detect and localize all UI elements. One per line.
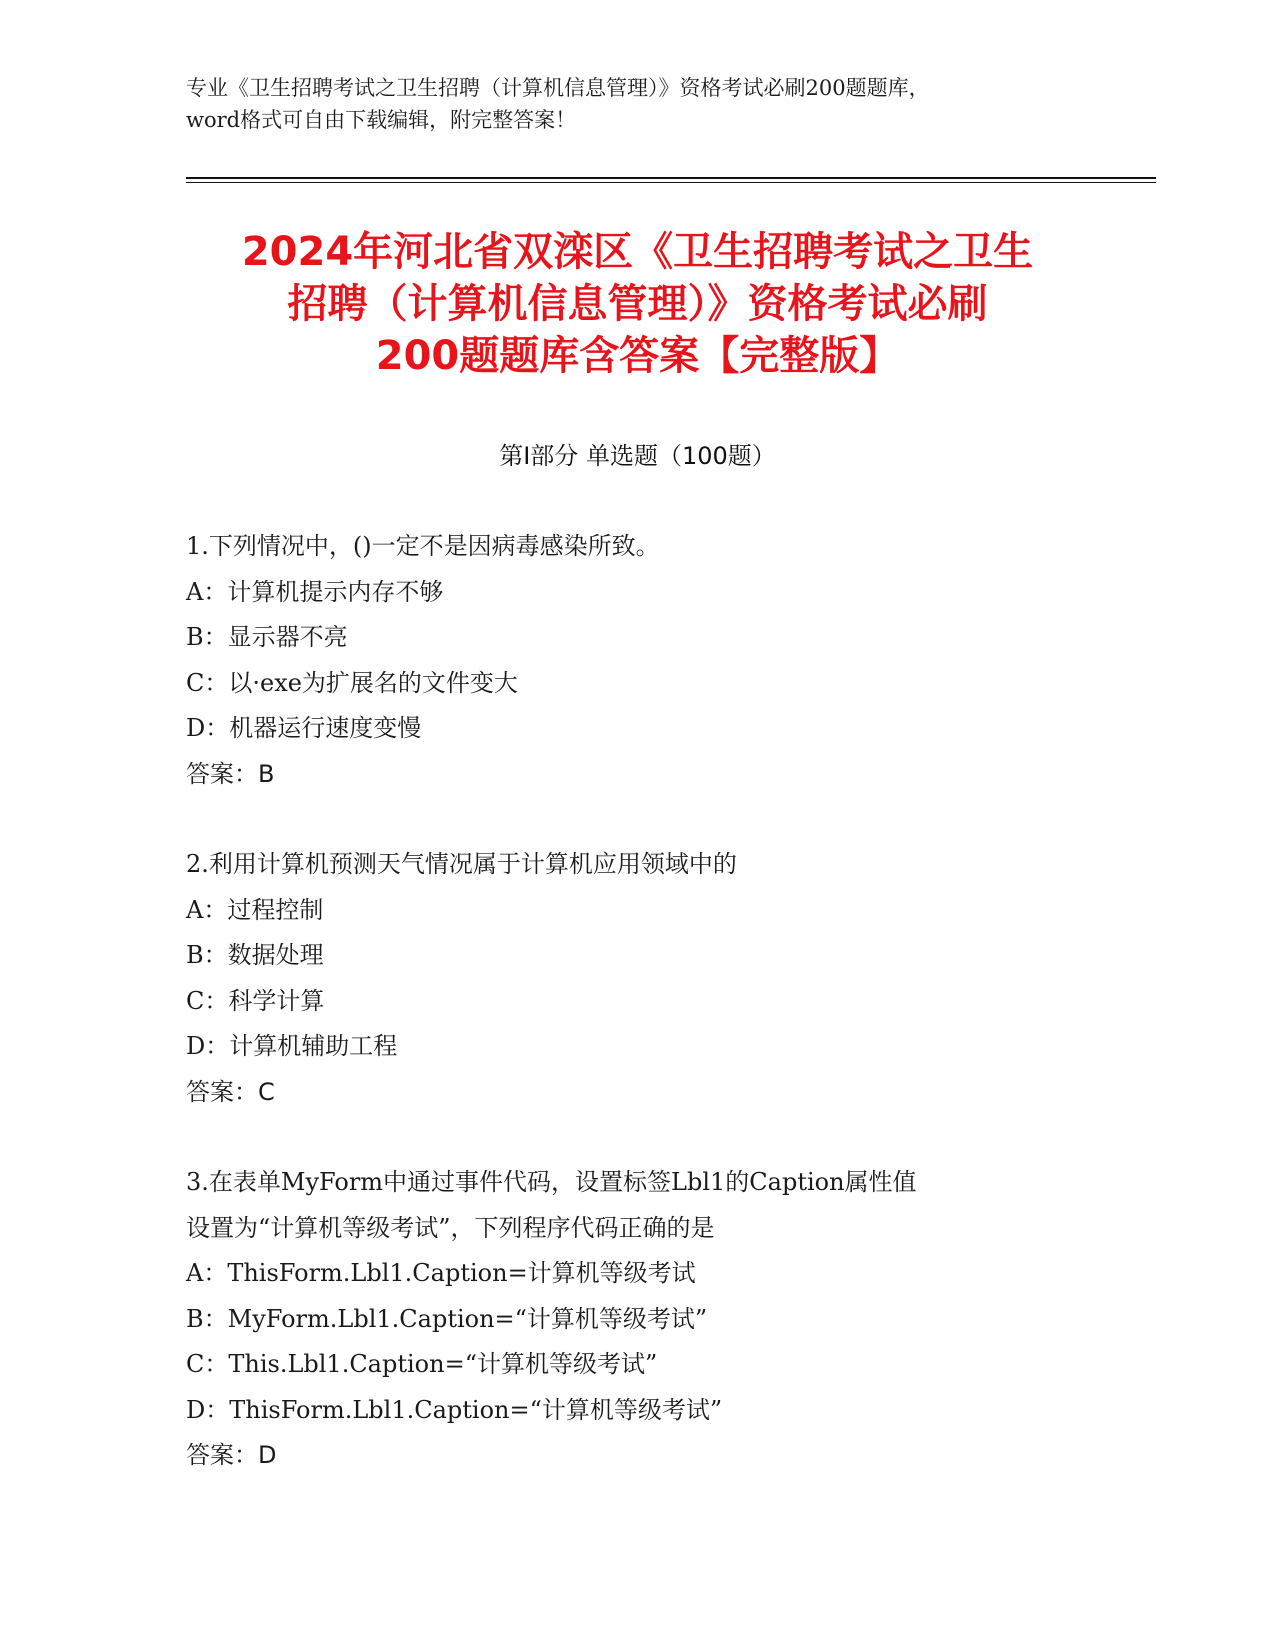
answer-line: 答案：C [186, 1077, 275, 1106]
title-line: 2024年河北省双滦区《卫生招聘考试之卫生 [241, 229, 1034, 275]
header-note [186, 72, 1106, 136]
section-heading: 第Ⅰ部分 单选题（100题） [499, 442, 776, 470]
question-stem-continued: 设置为“计算机等级考试”，下列程序代码正确的是 [186, 1213, 715, 1242]
option-c: C：科学计算 [186, 986, 325, 1015]
option-b: B：显示器不亮 [186, 623, 348, 651]
option-d: D：ThisForm.Lbl1.Caption=“计算机等级考试” [186, 1395, 723, 1424]
header-divider-thin [186, 182, 1156, 183]
option-a: A：ThisForm.Lbl1.Caption=计算机等级考试 [186, 1259, 696, 1287]
question-stem: 3.在表单MyForm中通过事件代码，设置标签Lbl1的Caption属性值 [186, 1168, 917, 1196]
option-d: D：计算机辅助工程 [186, 1032, 398, 1060]
question-2 [186, 842, 1126, 1115]
option-a: A：计算机提示内存不够 [186, 577, 444, 606]
header-note-line: 专业《卫生招聘考试之卫生招聘（计算机信息管理）》资格考试必刷200题题库， [186, 76, 930, 100]
answer-line: 答案：D [186, 1441, 277, 1469]
question-stem: 2.利用计算机预测天气情况属于计算机应用领域中的 [186, 850, 737, 878]
option-a: A：过程控制 [186, 895, 324, 924]
title-line: 招聘（计算机信息管理）》资格考试必刷 [287, 281, 988, 327]
header-note-line: word格式可自由下载编辑，附完整答案！ [186, 108, 577, 132]
option-c: C：This.Lbl1.Caption=“计算机等级考试” [186, 1350, 658, 1378]
answer-line: 答案：B [186, 759, 275, 788]
title-line: 200题题库含答案【完整版】 [375, 333, 900, 379]
header-divider-thick [186, 177, 1156, 179]
option-b: B：数据处理 [186, 941, 324, 969]
option-b: B：MyForm.Lbl1.Caption=“计算机等级考试” [186, 1304, 708, 1333]
question-1 [186, 524, 1126, 797]
option-c: C：以·exe为扩展名的文件变大 [186, 668, 518, 697]
document-title [150, 226, 1125, 382]
question-3 [186, 1160, 1126, 1479]
question-stem: 1.下列情况中，()一定不是因病毒感染所致。 [186, 532, 660, 560]
option-d: D：机器运行速度变慢 [186, 714, 422, 742]
